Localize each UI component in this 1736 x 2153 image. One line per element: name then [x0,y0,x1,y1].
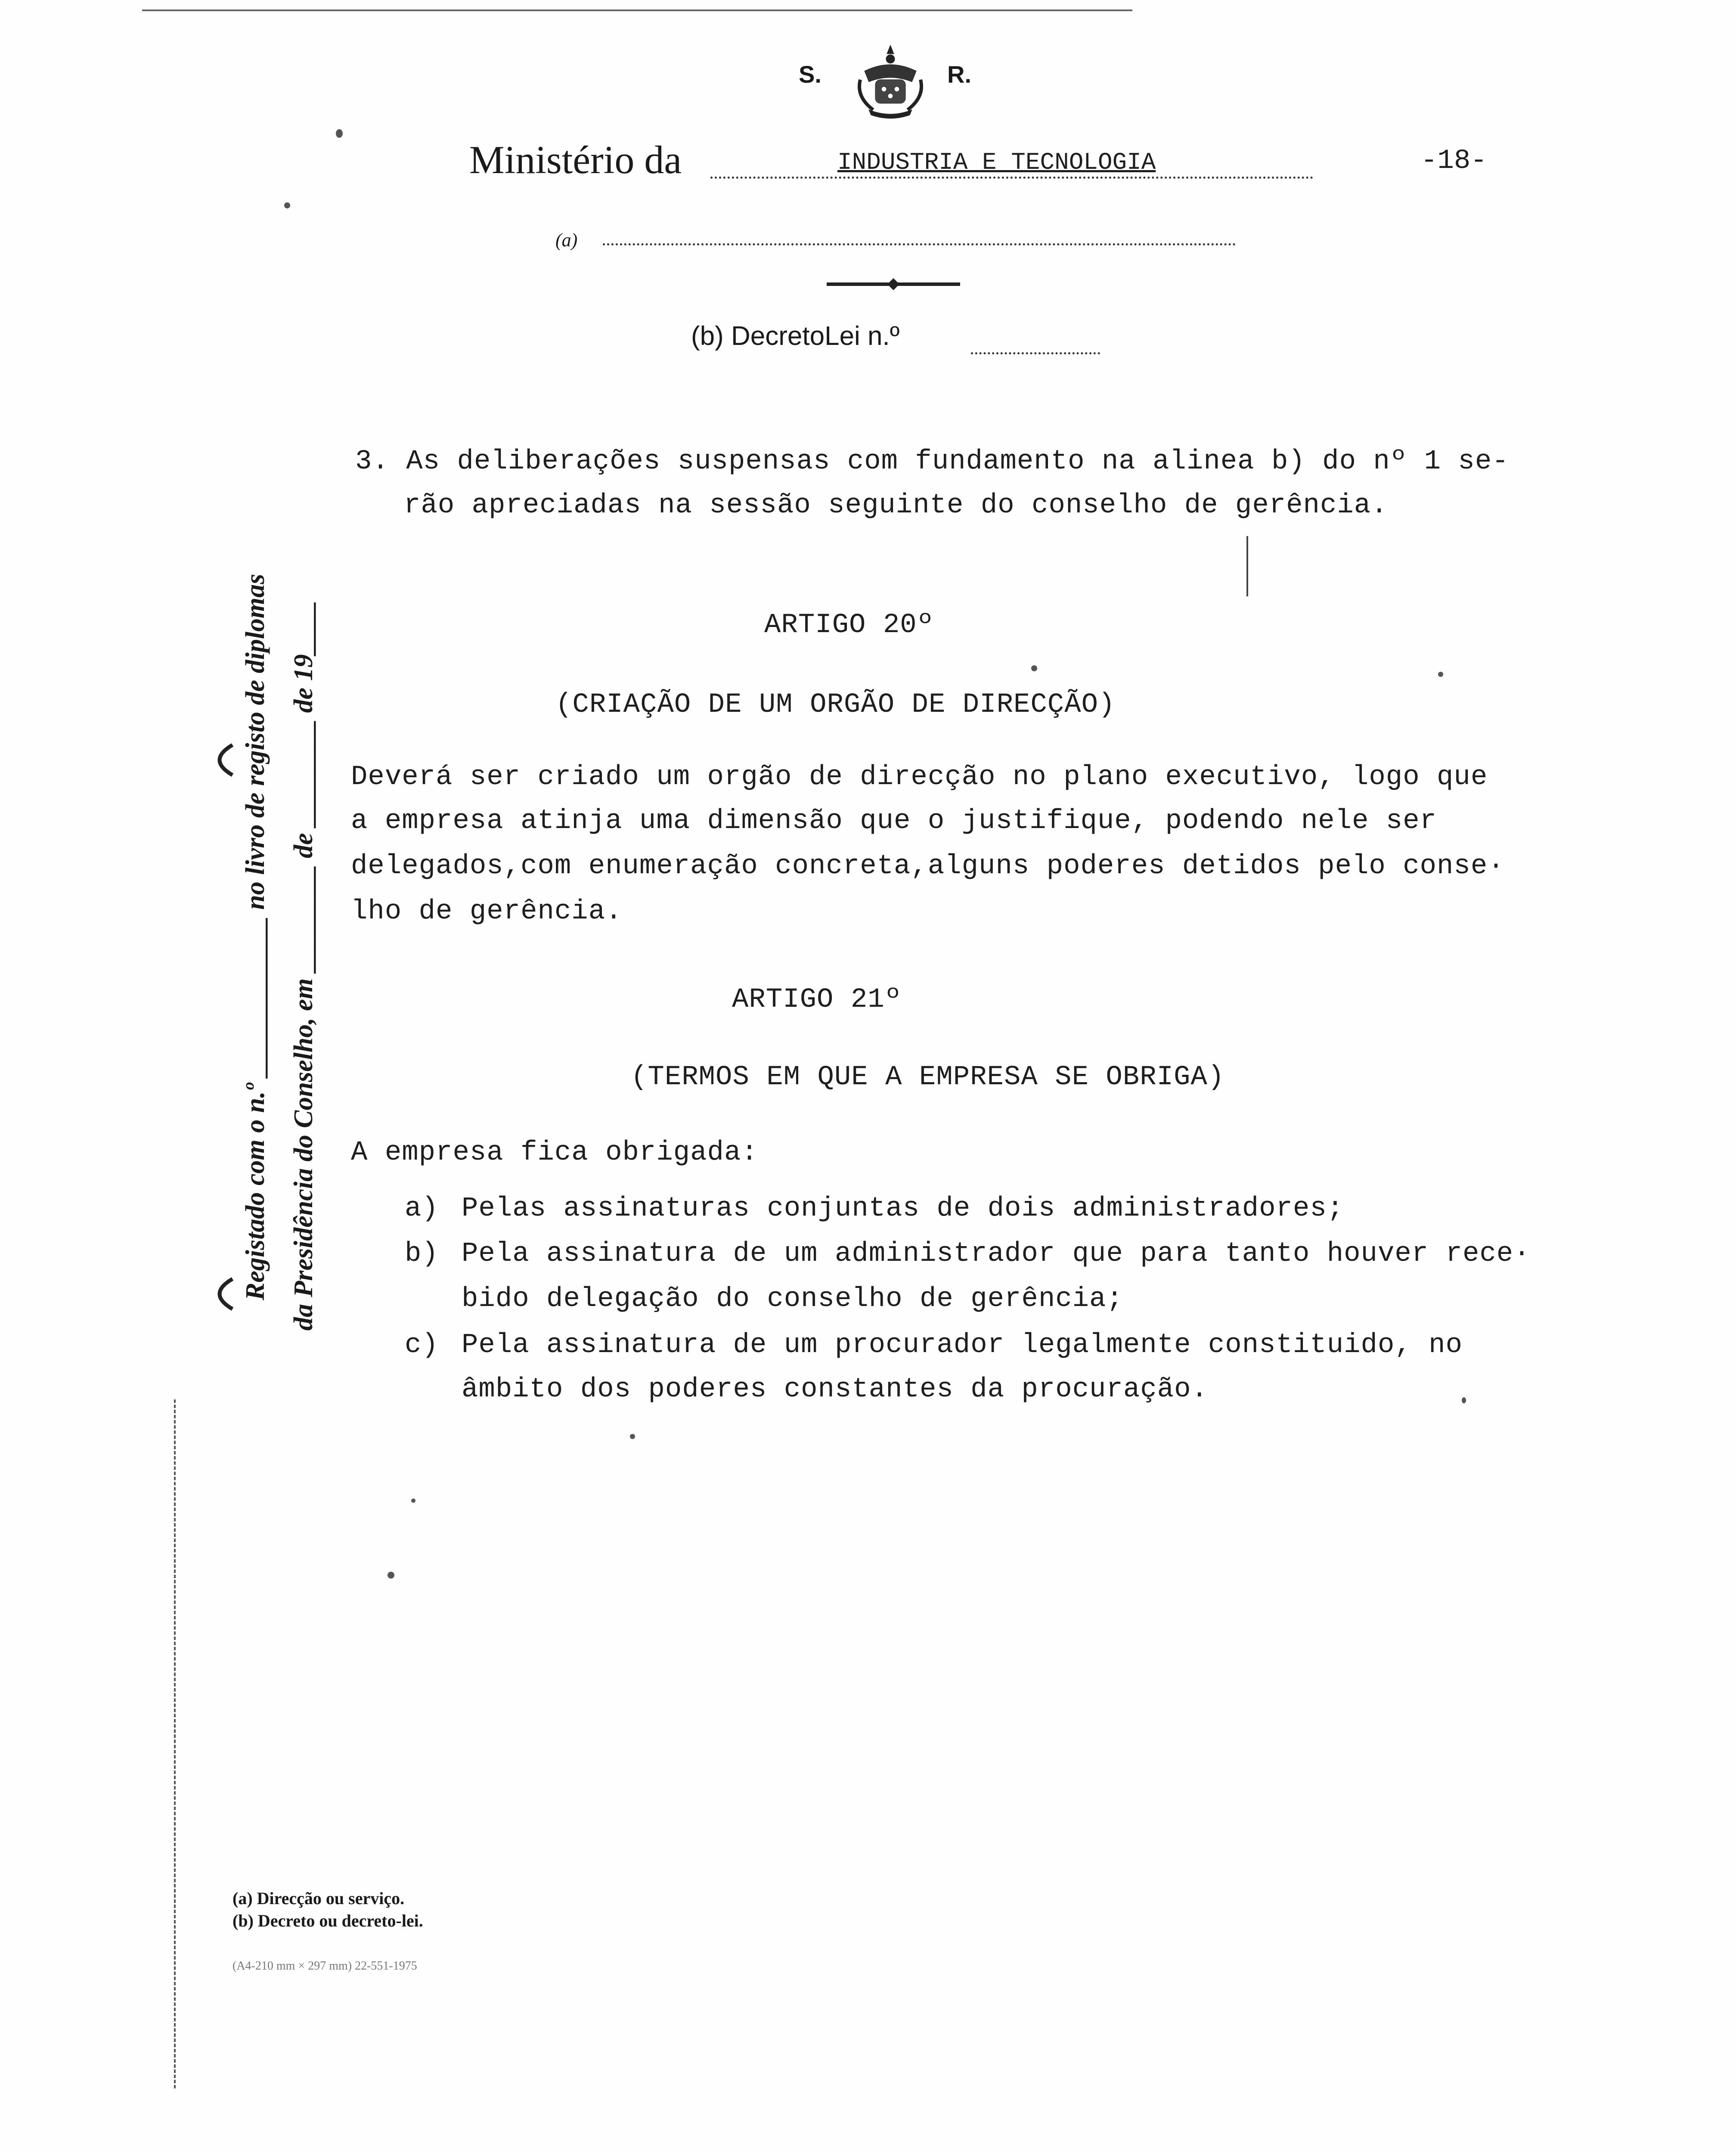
registration-bracket-icon [202,1275,237,1313]
artigo-20-line-4: lho de gerência. [351,896,623,927]
item-a-marker: a) [405,1193,439,1224]
decreto-fill [971,352,1100,354]
scan-mark [1246,536,1248,596]
para3-line-2: rão apreciadas na sessão seguinte do conselho de gerência. [404,490,1388,521]
scan-edge-line [142,9,1132,11]
scan-speck [336,129,343,138]
item-a-line-1: Pelas assinaturas conjuntas de dois administradores; [462,1193,1344,1224]
ministerio-value: INDUSTRIA E TECNOLOGIA [837,149,1156,176]
item-b-line-2: bido delegação do conselho de gerência; [462,1284,1123,1315]
item-c-line-2: âmbito dos poderes constantes da procuração. [462,1374,1208,1405]
divider-ornament [827,276,960,293]
ministerio-label: Ministério da [469,138,682,182]
item-c-marker: c) [405,1330,439,1361]
footnote-b: (b) Decreto ou decreto-lei. [232,1911,423,1930]
item-c-line-1: Pela assinatura de um procurador legalmente constituido, no [462,1330,1463,1361]
artigo-21-subtitle: (TERMOS EM QUE A EMPRESA SE OBRIGA) [631,1062,1225,1093]
registration-bracket-icon [202,741,237,779]
artigo-20-line-2: a empresa atinja uma dimensão que o justifique, podendo nele ser [351,806,1437,837]
artigo-21-intro: A empresa fica obrigada: [351,1137,758,1168]
scan-speck [630,1434,635,1439]
line-a-label: (a) [555,230,578,251]
left-edge-artifact [174,1399,180,2088]
coat-of-arms-icon [847,41,933,121]
form-code: (A4-210 mm × 297 mm) 22-551-1975 [232,1959,417,1973]
scan-speck [411,1498,415,1503]
scan-speck [1031,665,1037,671]
scan-speck [284,202,290,208]
artigo-21-title: ARTIGO 21º [732,984,902,1015]
registration-stamp-line-1: Registado com o n.º ____________ no livro de registo de diplomas [241,574,270,1300]
artigo-20-line-3: delegados,com enumeração concreta,alguns poderes detidos pelo conse· [351,851,1505,882]
header-letter-r: R. [947,61,971,88]
scan-speck [1462,1397,1466,1403]
line-a-fill [603,243,1236,245]
item-b-line-1: Pela assinatura de um administrador que para tanto houver rece· [462,1238,1531,1269]
registration-stamp-line-2: da Presidência do Conselho, em ________ de ________ de 19____ [289,601,318,1331]
para3-line-1: 3. As deliberações suspensas com fundamento na alinea b) do nº 1 se- [355,446,1509,477]
scan-speck [1438,672,1443,677]
decreto-label: (b) DecretoLei n.º [691,321,900,351]
scan-speck [388,1572,394,1579]
artigo-20-subtitle: (CRIAÇÃO DE UM ORGÃO DE DIRECÇÃO) [555,689,1116,720]
page-number: -18- [1421,146,1487,177]
artigo-20-title: ARTIGO 20º [764,610,934,641]
artigo-20-line-1: Deverá ser criado um orgão de direcção no plano executivo, logo que [351,762,1488,793]
item-b-marker: b) [405,1238,439,1269]
header-letter-s: S. [799,61,822,88]
footnote-a: (a) Direcção ou serviço. [232,1889,405,1908]
ministerio-fill-line [710,177,1313,179]
